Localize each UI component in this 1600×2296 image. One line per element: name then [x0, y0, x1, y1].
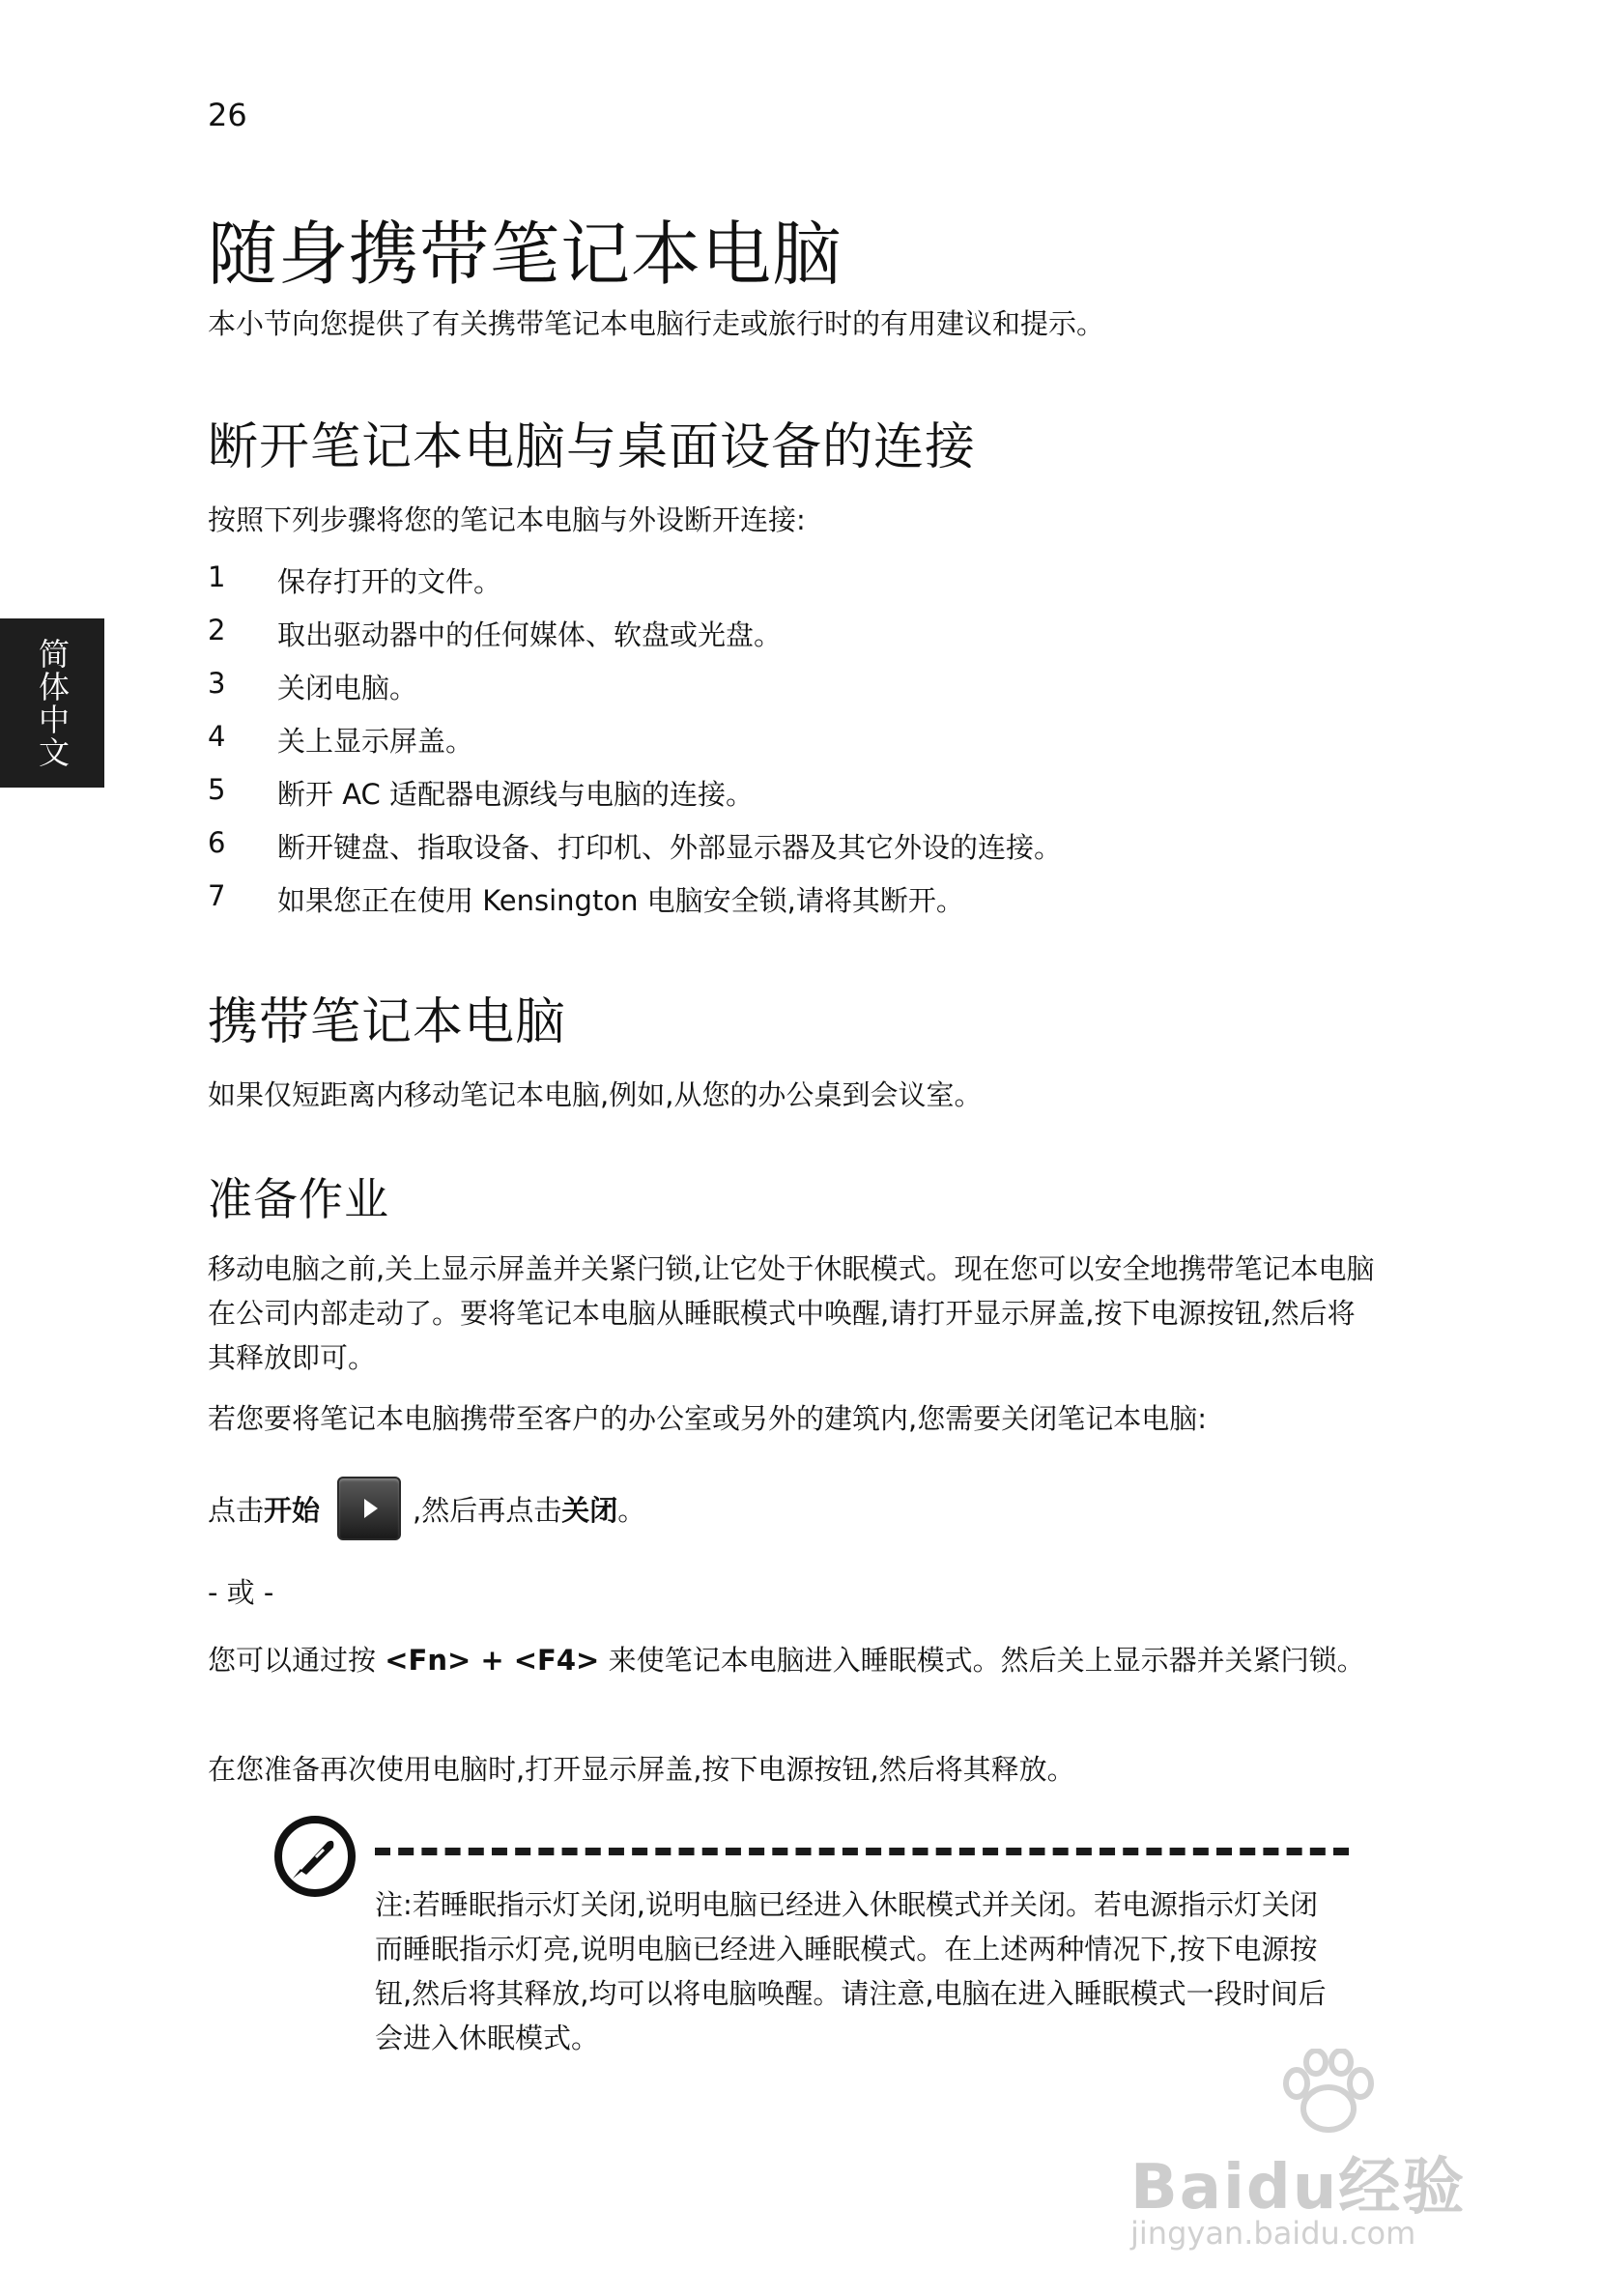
baidu-watermark	[1130, 2049, 1498, 2261]
step-number: 7	[208, 879, 226, 912]
start-button-icon	[337, 1477, 401, 1540]
section-heading-disconnect: 断开笔记本电脑与桌面设备的连接	[208, 418, 977, 476]
click-suffix: 。	[617, 1493, 646, 1527]
watermark-url: jingyan.baidu.com	[1130, 2215, 1416, 2252]
paw-icon	[1275, 2049, 1382, 2136]
note-text: 注:若睡眠指示灯关闭,说明电脑已经进入休眠模式并关闭。若电源指示灯关闭而睡眠指示灯亮,说明电脑已经进入睡眠模式。在上述两种情况下,按下电源按钮,然后将其释放,均可以将电脑唤醒。请注意,电脑在进入睡眠模式一段时间后会进入休眠模式。	[375, 1888, 1327, 2054]
carry-lead: 如果仅短距离内移动笔记本电脑,例如,从您的办公桌到会议室。	[208, 1078, 983, 1111]
step-text: 取出驱动器中的任何媒体、软盘或光盘。	[277, 618, 783, 651]
note-pen-icon	[273, 1815, 357, 1898]
play-arrow-icon	[364, 1499, 378, 1518]
fn-f4-keys: <Fn> + <F4>	[385, 1644, 600, 1677]
step-text: 断开 AC 适配器电源线与电脑的连接。	[277, 778, 755, 811]
para3-start: 您可以通过按	[208, 1644, 386, 1677]
step-text: 关上显示屏盖。	[277, 725, 474, 758]
page-number: 26	[208, 97, 247, 133]
step-number: 4	[208, 720, 226, 753]
step-text: 关闭电脑。	[277, 672, 418, 704]
step-text: 断开键盘、指取设备、打印机、外部显示器及其它外设的连接。	[277, 831, 1063, 864]
page-title: 随身携带笔记本电脑	[208, 214, 843, 295]
step-text: 如果您正在使用 Kensington 电脑安全锁,请将其断开。	[277, 884, 964, 917]
or-separator: - 或 -	[208, 1576, 274, 1609]
step-number: 3	[208, 667, 226, 700]
step-text: 保存打开的文件。	[277, 565, 502, 598]
prepare-paragraph-2: 若您要将笔记本电脑携带至客户的办公室或另外的建筑内,您需要关闭笔记本电脑:	[208, 1402, 1207, 1435]
step-number: 2	[208, 614, 226, 646]
shutdown-label: 关闭	[561, 1493, 618, 1527]
intro-paragraph: 本小节向您提供了有关携带笔记本电脑行走或旅行时的有用建议和提示。	[208, 307, 1105, 340]
note-divider	[375, 1848, 1349, 1855]
disconnect-lead: 按照下列步骤将您的笔记本电脑与外设断开连接:	[208, 503, 806, 536]
prepare-paragraph-4: 在您准备再次使用电脑时,打开显示屏盖,按下电源按钮,然后将其释放。	[208, 1753, 1075, 1786]
prepare-paragraph-3	[208, 1638, 1377, 1682]
shutdown-instruction	[208, 1474, 645, 1543]
start-label: 开始	[264, 1493, 321, 1527]
side-tab-label: 简体中文	[34, 637, 71, 769]
para3-end: 来使笔记本电脑进入睡眠模式。然后关上显示器并关紧闩锁。	[599, 1644, 1365, 1677]
prepare-paragraph-1: 移动电脑之前,关上显示屏盖并关紧闩锁,让它处于休眠模式。现在您可以安全地携带笔记本电脑在公司内部走动了。要将笔记本电脑从睡眠模式中唤醒,请打开显示屏盖,按下电源按钮,然后将其释放即可。	[208, 1252, 1375, 1374]
step-number: 5	[208, 773, 226, 806]
section-heading-prepare: 准备作业	[208, 1173, 389, 1225]
click-prefix: 点击	[208, 1493, 265, 1527]
step-number: 1	[208, 560, 226, 593]
language-side-tab	[0, 618, 104, 788]
click-middle: ,然后再点击	[413, 1493, 562, 1527]
watermark-logo: Baidu经验	[1130, 2152, 1467, 2224]
step-number: 6	[208, 826, 226, 859]
section-heading-carry: 携带笔记本电脑	[208, 993, 567, 1051]
